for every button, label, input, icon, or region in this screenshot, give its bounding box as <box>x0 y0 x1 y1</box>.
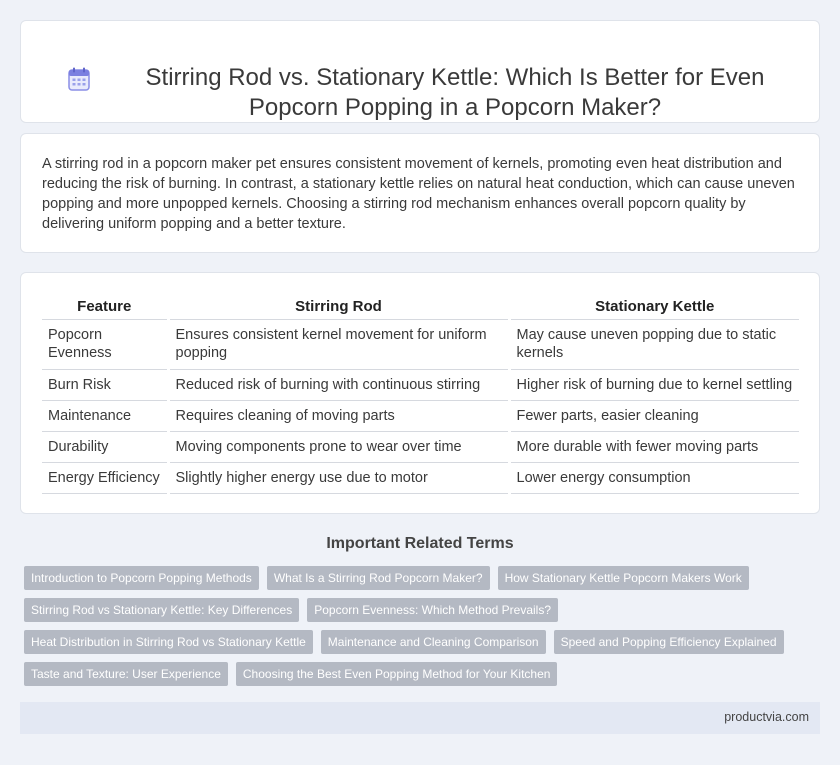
related-term-link[interactable]: Stirring Rod vs Stationary Kettle: Key Differences <box>24 598 299 622</box>
header-stirring-rod: Stirring Rod <box>168 295 509 319</box>
table-cell-stirring-rod: Slightly higher energy use due to motor <box>168 462 509 493</box>
tag-row <box>24 566 814 590</box>
header-stationary-kettle: Stationary Kettle <box>509 295 799 319</box>
header-feature: Feature <box>42 295 168 319</box>
related-term-link[interactable]: Speed and Popping Efficiency Explained <box>554 630 784 654</box>
table-row <box>42 319 799 369</box>
table-row <box>42 369 799 400</box>
table-cell-stationary-kettle: More durable with fewer moving parts <box>509 431 799 462</box>
related-term-link[interactable]: What Is a Stirring Rod Popcorn Maker? <box>267 566 490 590</box>
tag-row <box>24 630 814 654</box>
related-term-link[interactable]: Popcorn Evenness: Which Method Prevails? <box>307 598 558 622</box>
table-cell-stirring-rod: Reduced risk of burning with continuous stirring <box>168 369 509 400</box>
tag-row <box>24 662 814 686</box>
table-cell-stationary-kettle: Fewer parts, easier cleaning <box>509 400 799 431</box>
table-cell-stationary-kettle: Higher risk of burning due to kernel settling <box>509 369 799 400</box>
table-cell-feature: Energy Efficiency <box>42 462 168 493</box>
related-term-link[interactable]: How Stationary Kettle Popcorn Makers Work <box>498 566 749 590</box>
table-cell-feature: Maintenance <box>42 400 168 431</box>
table-cell-stirring-rod: Requires cleaning of moving parts <box>168 400 509 431</box>
table-cell-feature: Durability <box>42 431 168 462</box>
site-link[interactable]: productvia.com <box>724 710 809 724</box>
related-term-link[interactable]: Maintenance and Cleaning Comparison <box>321 630 546 654</box>
related-term-link[interactable]: Heat Distribution in Stirring Rod vs Stationary Kettle <box>24 630 313 654</box>
intro-card <box>20 133 820 253</box>
title-card <box>20 20 820 123</box>
tag-row <box>24 598 814 622</box>
table-cell-feature: Burn Risk <box>42 369 168 400</box>
table-row <box>42 462 799 493</box>
table-header-row <box>42 295 799 319</box>
table-cell-stirring-rod: Ensures consistent kernel movement for uniform popping <box>168 319 509 369</box>
table-row <box>42 431 799 462</box>
related-terms-list <box>24 566 814 694</box>
footer <box>20 702 820 734</box>
comparison-table <box>42 295 799 494</box>
table-cell-stirring-rod: Moving components prone to wear over time <box>168 431 509 462</box>
related-term-link[interactable]: Taste and Texture: User Experience <box>24 662 228 686</box>
related-term-link[interactable]: Choosing the Best Even Popping Method for Your Kitchen <box>236 662 558 686</box>
related-term-link[interactable]: Introduction to Popcorn Popping Methods <box>24 566 259 590</box>
calendar-icon <box>68 67 90 91</box>
table-cell-feature: Popcorn Evenness <box>42 319 168 369</box>
comparison-card <box>20 272 820 514</box>
intro-paragraph: A stirring rod in a popcorn maker pet ensures consistent movement of kernels, promoting even heat distribution and reducing the risk of burning. In contrast, a stationary kettle relies on natural heat conduction, which can cause uneven popping and more unpopped kernels. Choosing a stirring rod mechanism enhances overall popcorn quality by delivering uniform popping and a better texture. <box>42 156 795 232</box>
table-cell-stationary-kettle: May cause uneven popping due to static kernels <box>509 319 799 369</box>
page-title: Stirring Rod vs. Stationary Kettle: Which Is Better for Even Popcorn Popping in a Popcorn Maker? <box>145 64 765 121</box>
table-row <box>42 400 799 431</box>
table-cell-stationary-kettle: Lower energy consumption <box>509 462 799 493</box>
related-terms-heading: Important Related Terms <box>326 535 514 552</box>
